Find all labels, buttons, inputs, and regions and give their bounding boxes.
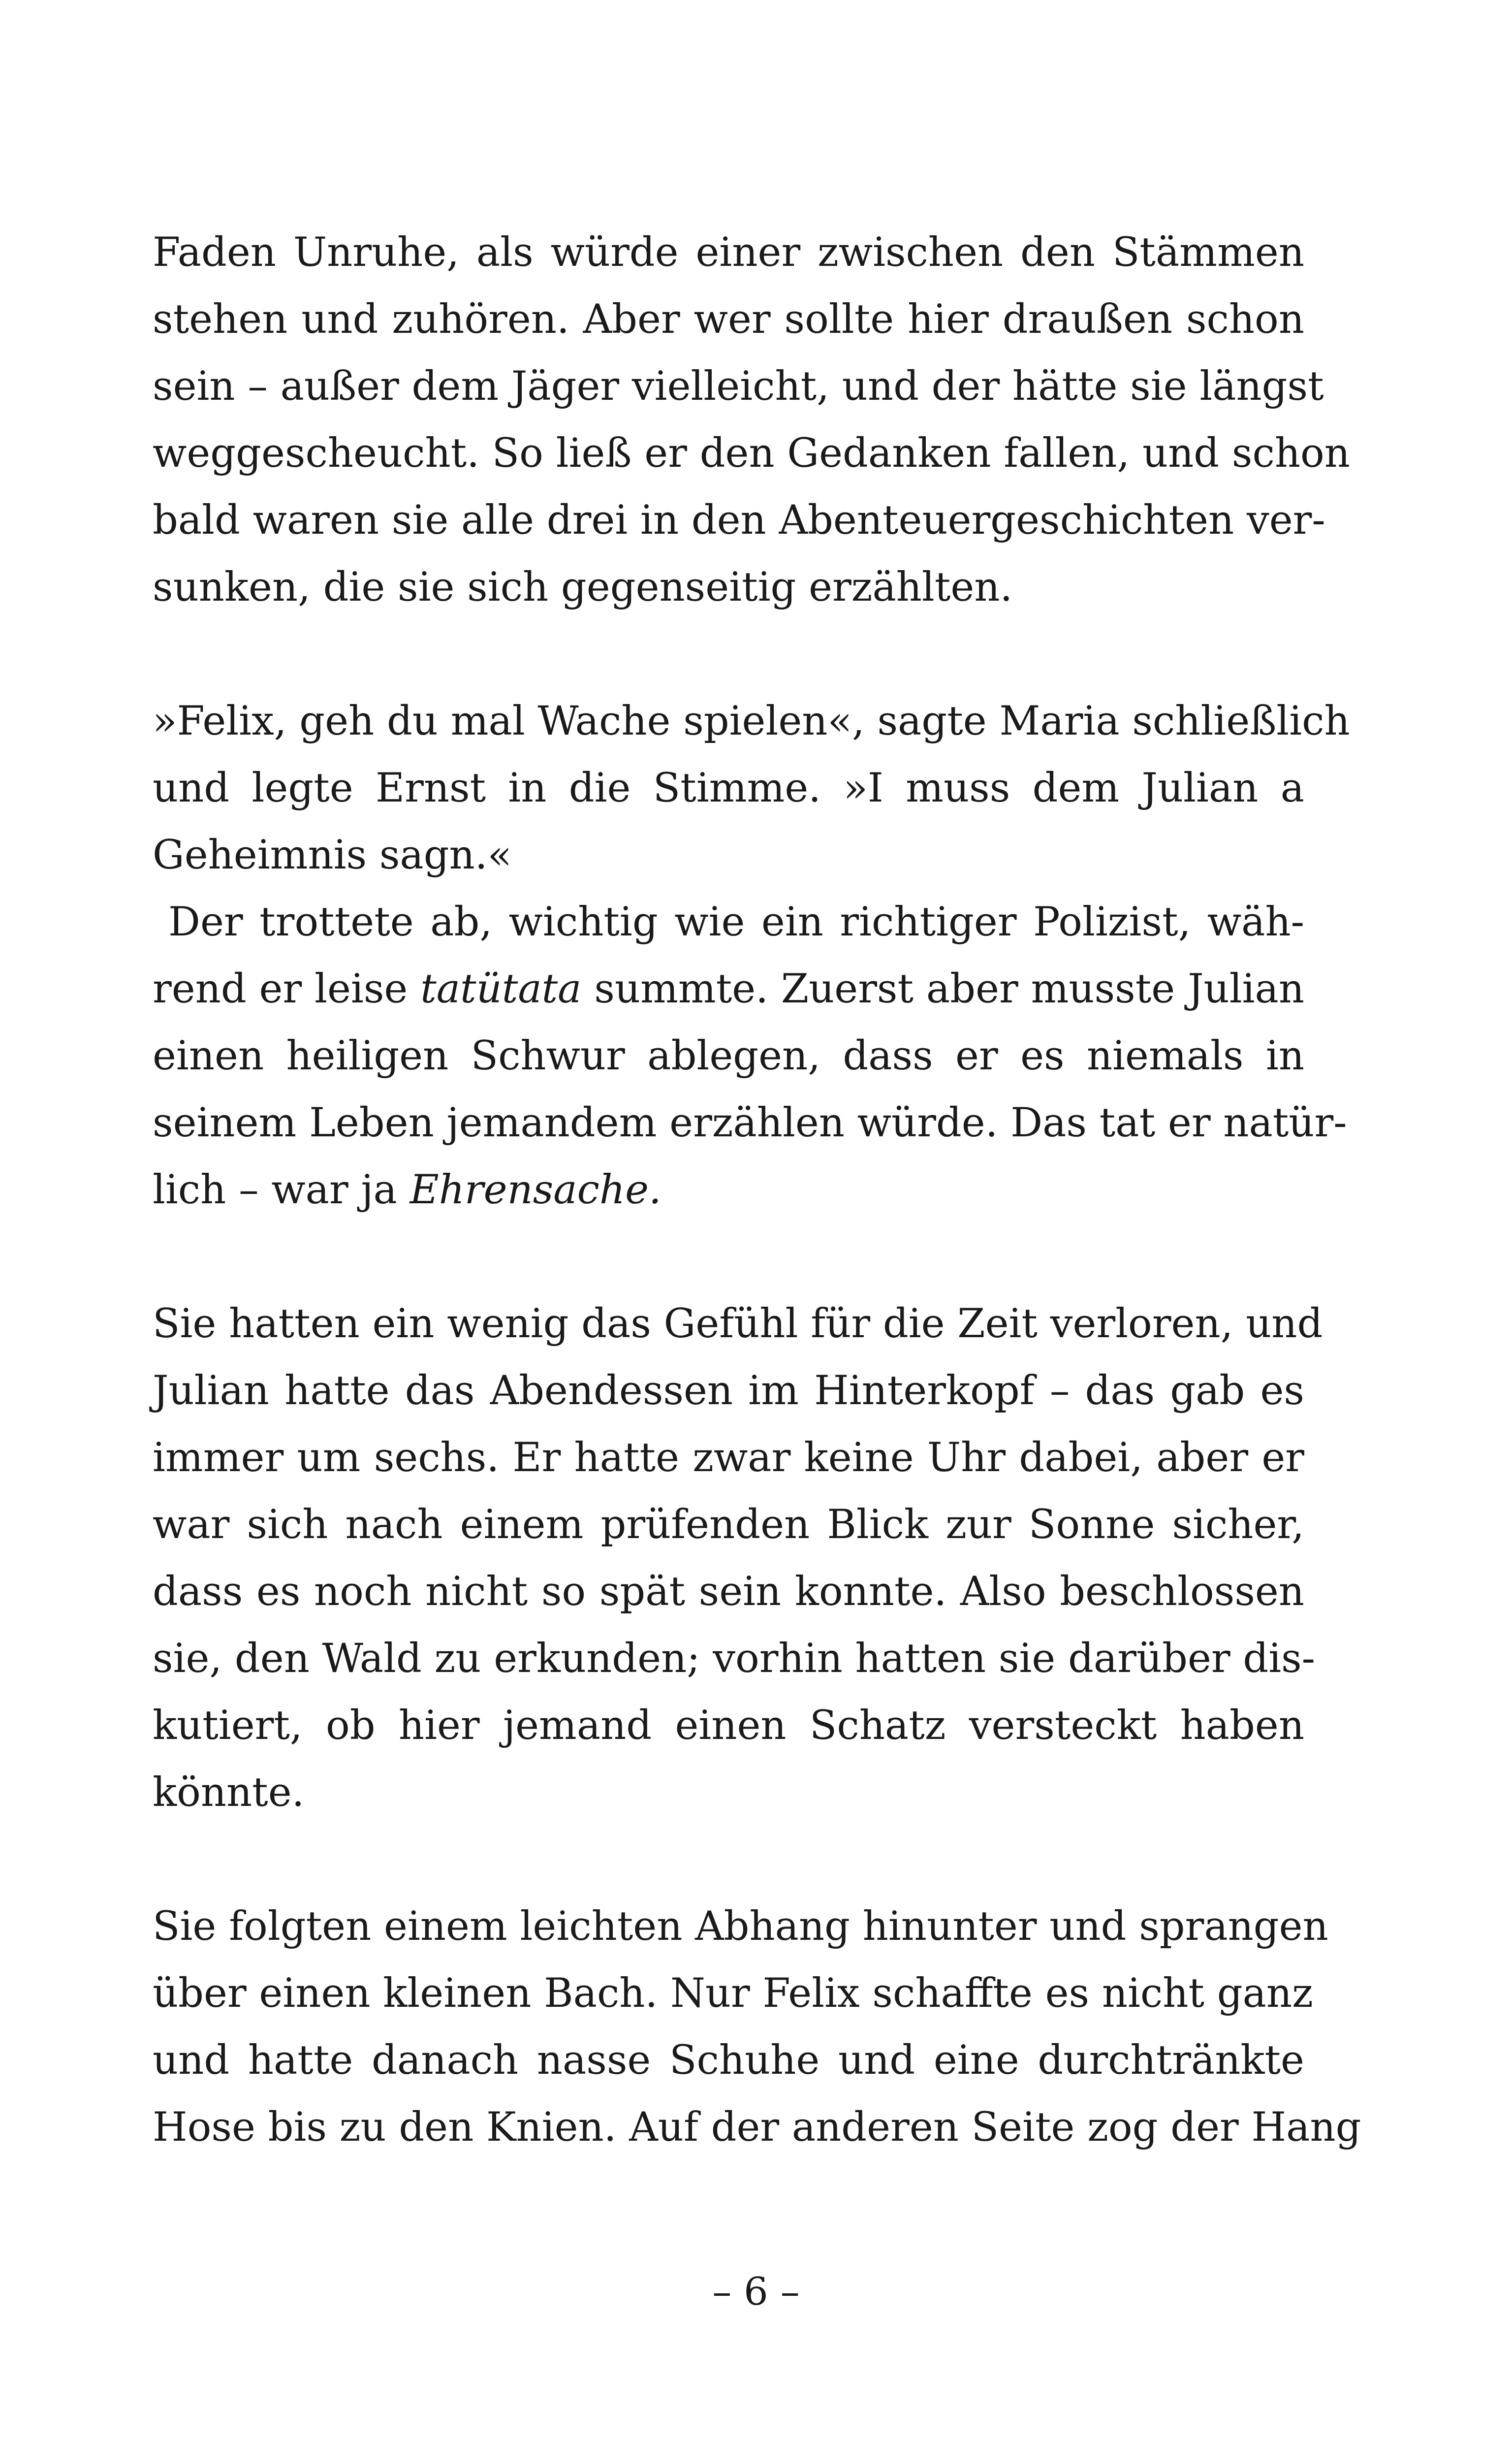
text-line: seinem Leben jemandem erzählen würde. Das tat er natür- <box>153 1100 1347 1146</box>
text-line: einen heiligen Schwur ablegen, dass er es niemals in <box>153 1033 1304 1079</box>
text-line: Geheimnis sagn.« <box>153 832 512 878</box>
text-line: Sie folgten einem leichten Abhang hinunter und sprangen <box>153 1903 1328 1950</box>
text-line <box>153 1157 1304 1223</box>
text-line: »Felix, geh du mal Wache spielen«, sagte Maria schließlich <box>153 698 1350 744</box>
text-line: Faden Unruhe, als würde einer zwischen den Stämmen <box>153 229 1304 276</box>
text-line: stehen und zuhören. Aber wer sollte hier draußen schon <box>153 296 1304 343</box>
text-line: sunken, die sie sich gegenseitig erzählten. <box>153 564 1013 611</box>
text-line: könnte. <box>153 1769 305 1816</box>
text-line: war sich nach einem prüfenden Blick zur Sonne sicher, <box>153 1502 1304 1548</box>
text-segment: rend er leise <box>153 966 421 1012</box>
text-line: Hose bis zu den Knien. Auf der anderen Seite zog der Hang <box>153 2104 1361 2151</box>
text-segment: lich – war ja <box>153 1167 410 1213</box>
text-line: sie, den Wald zu erkunden; vorhin hatten sie darüber dis- <box>153 1636 1316 1682</box>
text-line: kutiert, ob hier jemand einen Schatz versteckt haben <box>153 1703 1304 1749</box>
paragraph-gap <box>153 621 1304 688</box>
page-number: – 6 – <box>712 2270 800 2314</box>
text-line: weggescheucht. So ließ er den Gedanken fallen, und schon <box>153 430 1350 477</box>
paragraph-gap <box>153 1826 1304 1893</box>
text-line: über einen kleinen Bach. Nur Felix schaffte es nicht ganz <box>153 1970 1313 2017</box>
text-line: bald waren sie alle drei in den Abenteuergeschichten ver- <box>153 497 1325 544</box>
paragraph-1 <box>153 219 1350 621</box>
paragraph-5 <box>153 1893 1361 2161</box>
text-line: und hatte danach nasse Schuhe und eine durchtränkte <box>153 2037 1304 2084</box>
text-line: und legte Ernst in die Stimme. »I muss dem Julian a <box>153 765 1304 811</box>
paragraph-2 <box>153 688 1350 889</box>
text-line: sein – außer dem Jäger vielleicht, und der hätte sie längst <box>153 363 1324 410</box>
text-line: dass es noch nicht so spät sein konnte. Also beschlossen <box>153 1569 1304 1615</box>
text-line: Der trottete ab, wichtig wie ein richtiger Polizist, wäh- <box>168 899 1304 945</box>
paragraph-gap <box>153 1223 1304 1290</box>
book-page-text <box>153 219 1361 2161</box>
paragraph-4 <box>153 1290 1323 1826</box>
paragraph-3 <box>153 889 1347 1223</box>
text-line: Sie hatten ein wenig das Gefühl für die Zeit verloren, und <box>153 1301 1323 1347</box>
italic-text: Ehrensache. <box>410 1167 662 1213</box>
text-segment: summte. Zuerst aber musste Julian <box>581 966 1304 1012</box>
text-line: Julian hatte das Abendessen im Hinterkopf – das gab es <box>153 1368 1304 1414</box>
text-line: immer um sechs. Er hatte zwar keine Uhr dabei, aber er <box>153 1435 1304 1481</box>
italic-text: tatütata <box>420 966 582 1012</box>
text-line <box>153 956 1304 1023</box>
